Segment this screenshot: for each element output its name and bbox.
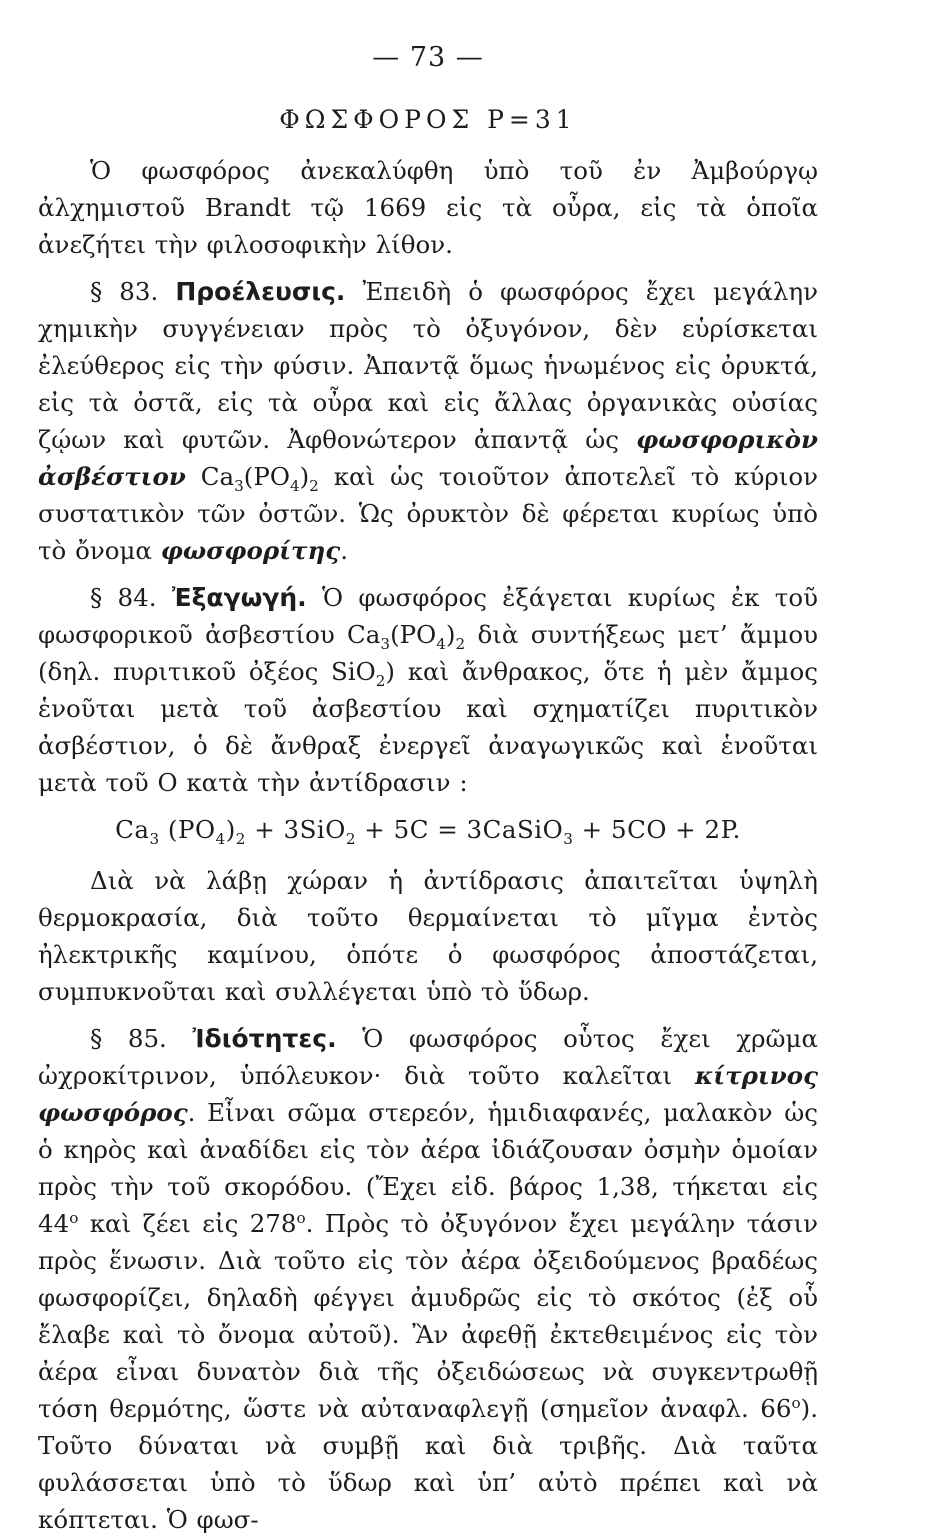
- section-85-number: § 85.: [90, 1024, 167, 1053]
- degree-mark: o: [69, 1208, 79, 1227]
- section-83-term-1: φωσφορικὸν ἀσβέστιον: [38, 425, 818, 491]
- section-85-text-4: . Πρὸς τὸ ὀξυγόνον ἔχει μεγάλην τάσιν πρὸς ἕνωσιν. Διὰ τοῦτο εἰς τὸν ἀέρα ὀξειδούμενος βραδέως φωσφορίζει, δηλαδὴ φέγγει ἀμυδρῶς εἰς τὸ σκότος (ἐξ οὗ ἔλαβε καὶ τὸ ὄνομα αὐτοῦ). Ἂν ἀφεθῇ ἐκτεθειμένος εἰς τὸν ἀέρα εἶναι δυνατὸν διὰ τῆς ὀξειδώσεως νὰ συγκεντρωθῇ τόση θερμότης, ὥστε νὰ αὐταναφλεγῇ (σημεῖον ἀναφλ. 66: [38, 1209, 818, 1423]
- intro-paragraph: Ὁ φωσφόρος ἀνεκαλύφθη ὑπὸ τοῦ ἐν Ἀμβούργῳ ἀλχημιστοῦ Brandt τῷ 1669 εἰς τὰ οὖρα, εἰς τὰ ὁποῖα ἀνεζήτει τὴν φιλοσοφικὴν λίθον.: [38, 156, 818, 259]
- eq-part: + 5CO + 2P.: [573, 815, 741, 844]
- section-84-text-2: διὰ συντήξεως μετ’ ἄμμου (δηλ. πυριτικοῦ ὀξέος SiO: [38, 620, 818, 686]
- degree-mark: o: [296, 1208, 306, 1227]
- formula-sub: 3: [234, 476, 244, 495]
- eq-part: + 3SiO: [245, 815, 346, 844]
- reaction-equation: [38, 811, 818, 848]
- section-83-text-1: Ἐπειδὴ ὁ φωσφόρος ἔχει μεγάλην χημικὴν συγγένειαν πρὸς τὸ ὀξυγόνον, δὲν εὑρίσκεται ἐλεύθερος εἰς τὴν φύσιν. Ἀπαντᾷ ὅμως ἡνωμένος εἰς ὀρυκτά, εἰς τὰ ὀστᾶ, εἰς τὰ οὖρα καὶ εἰς ἄλλας ὀργανικὰς οὐσίας ζῴων καὶ φυτῶν. Ἀφθονώτερον ἀπαντᾷ ὡς: [38, 277, 818, 454]
- section-85-text-1: Ὁ φωσφόρος οὗτος ἔχει χρῶμα ὠχροκίτρινον, ὑπόλευκον· διὰ τοῦτο καλεῖται: [38, 1024, 818, 1090]
- section-83-number: § 83.: [90, 277, 159, 306]
- section-84-text-3: ) καὶ ἄνθρακος, ὅτε ἡ μὲν ἄμμος ἑνοῦται μετὰ τοῦ ἀσβεστίου καὶ σχηματίζει πυριτικὸν ἀσβέστιον, ὁ δὲ ἄνθραξ ἐνεργεῖ ἀναγωγικῶς καὶ ἑνοῦται μετὰ τοῦ O κατὰ τὴν ἀντίδρασιν :: [38, 657, 818, 797]
- formula-paren: ): [299, 462, 310, 491]
- formula-po: (PO: [243, 462, 290, 491]
- eq-sub: 3: [149, 829, 160, 848]
- eq-sub: 4: [215, 829, 226, 848]
- section-83-paragraph: [38, 273, 818, 569]
- formula-sub: 4: [289, 476, 300, 495]
- section-83-heading: Προέλευσις.: [175, 277, 346, 306]
- formula-sub: 2: [309, 476, 319, 495]
- formula-sub: 3: [380, 634, 391, 653]
- section-84-paragraph: [38, 579, 818, 801]
- formula-ca: Ca: [185, 462, 235, 491]
- section-83-text-3: .: [340, 536, 348, 565]
- chapter-title: ΦΩΣΦΟΡΟΣ P=31: [279, 105, 577, 134]
- page-number: — 73 —: [372, 42, 484, 73]
- formula-paren: ): [445, 620, 456, 649]
- formula-po: (PO: [390, 620, 437, 649]
- formula-sub: 2: [375, 671, 386, 690]
- section-84-heading: Ἐξαγωγή.: [171, 583, 307, 612]
- eq-part: (PO: [159, 815, 216, 844]
- eq-sub: 2: [235, 829, 246, 848]
- section-83-term-2: φωσφορίτης: [160, 536, 341, 565]
- section-85-text-5: ). Τοῦτο δύναται νὰ συμβῇ καὶ διὰ τριβῆς. Διὰ ταῦτα φυλάσσεται ὑπὸ τὸ ὕδωρ καὶ ὑπ’ αὐτὸ πρέπει καὶ νὰ κόπτεται. Ὁ φωσ-: [38, 1394, 818, 1534]
- degree-mark: o: [791, 1393, 801, 1412]
- section-85-term-1: κίτρινος φωσφόρος: [38, 1061, 818, 1127]
- eq-part: + 5C = 3CaSiO: [356, 815, 564, 844]
- section-85-text-2: . Εἶναι σῶμα στερεόν, ἡμιδιαφανές, μαλακὸν ὡς ὁ κηρὸς καὶ ἀναδίδει εἰς τὸν ἀέρα ἰδιάζουσαν ὀσμὴν ὁμοίαν πρὸς τὴν τοῦ σκορόδου. (Ἔχει εἰδ. βάρος 1,38, τήκεται εἰς 44: [38, 1098, 818, 1238]
- eq-part: Ca: [115, 815, 150, 844]
- section-84-text-1: Ὁ φωσφόρος ἐξάγεται κυρίως ἐκ τοῦ φωσφορικοῦ ἀσβεστίου Ca: [38, 583, 818, 649]
- section-84-number: § 84.: [90, 583, 157, 612]
- section-85-paragraph: [38, 1020, 818, 1538]
- section-85-text-3: καὶ ζέει εἰς 278: [78, 1209, 297, 1238]
- reaction-paragraph: Διὰ νὰ λάβῃ χώραν ἡ ἀντίδρασις ἀπαιτεῖται ὑψηλὴ θερμοκρασία, διὰ τοῦτο θερμαίνεται τὸ μῖγμα ἐντὸς ἠλεκτρικῆς καμίνου, ὁπότε ὁ φωσφόρος ἀποστάζεται, συμπυκνοῦται καὶ συλλέγεται ὑπὸ τὸ ὕδωρ.: [38, 866, 818, 1006]
- section-83-text-2: καὶ ὡς τοιοῦτον ἀποτελεῖ τὸ κύριον συστατικὸν τῶν ὀστῶν. Ὡς ὀρυκτὸν δὲ φέρεται κυρίως ὑπὸ τὸ ὄνομα: [38, 462, 819, 565]
- formula-sub: 4: [436, 634, 446, 653]
- eq-sub: 3: [563, 829, 574, 848]
- eq-sub: 2: [345, 829, 357, 848]
- eq-part: ): [225, 815, 236, 844]
- section-85-heading: Ἰδιότητες.: [192, 1024, 337, 1053]
- formula-sub: 2: [455, 634, 466, 653]
